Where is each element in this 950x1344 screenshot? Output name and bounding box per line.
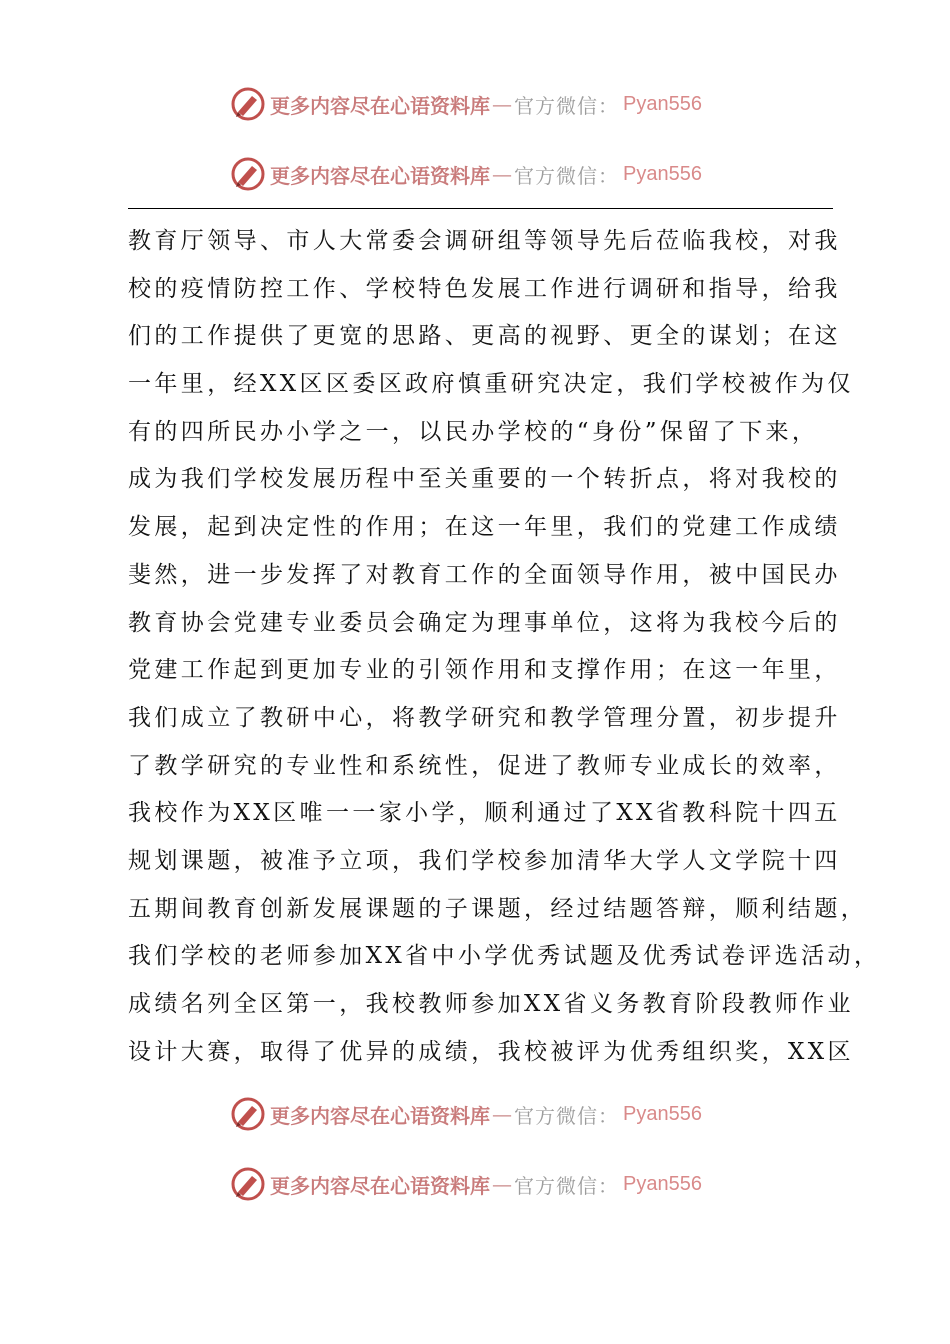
watermark-separator: —: [492, 1172, 512, 1196]
watermark-official-label: 官方微信：: [514, 163, 619, 188]
watermark-official-label: 官方微信：: [514, 1173, 619, 1198]
watermark-wechat-id: Pyan556: [623, 1172, 702, 1195]
pen-logo-icon: [230, 156, 266, 192]
text-line: 一年里，经XX区区委区政府慎重研究决定，我们学校被作为仅: [128, 371, 854, 398]
watermark-banner-top-1: [230, 84, 702, 124]
watermark-wechat-id: Pyan556: [623, 1102, 702, 1125]
text-line: 规划课题，被准予立项，我们学校参加清华大学人文学院十四: [128, 847, 841, 874]
text-line: 我校作为XX区唯一一家小学，顺利通过了XX省教科院十四五: [128, 800, 841, 827]
watermark-brand: 更多内容尽在心语资料库: [270, 163, 490, 188]
header-rule: [128, 208, 833, 209]
text-line: 党建工作起到更加专业的引领作用和支撑作用；在这一年里，: [128, 657, 841, 684]
pen-logo-icon: [230, 86, 266, 122]
text-line: 教育厅领导、市人大常委会调研组等领导先后莅临我校，对我: [128, 228, 841, 254]
text-line: 们的工作提供了更宽的思路、更高的视野、更全的谋划；在这: [128, 323, 841, 350]
pen-logo-icon: [230, 1096, 266, 1132]
text-line: 五期间教育创新发展课题的子课题，经过结题答辩，顺利结题，: [128, 895, 868, 922]
watermark-brand: 更多内容尽在心语资料库: [270, 1103, 490, 1128]
text-line: 了教学研究的专业性和系统性，促进了教师专业成长的效率，: [128, 752, 841, 779]
watermark-banner-bottom-1: [230, 1094, 702, 1134]
text-line: 校的疫情防控工作、学校特色发展工作进行调研和指导，给我: [128, 275, 841, 302]
watermark-separator: —: [492, 162, 512, 186]
watermark-banner-top-2: [230, 154, 702, 194]
pen-logo-icon: [230, 1166, 266, 1202]
watermark-wechat-id: Pyan556: [623, 162, 702, 185]
watermark-official-label: 官方微信：: [514, 1103, 619, 1128]
text-line: 有的四所民办小学之一，以民办学校的“身份”保留了下来，: [128, 418, 819, 445]
watermark-brand: 更多内容尽在心语资料库: [270, 93, 490, 118]
watermark-official-label: 官方微信：: [514, 93, 619, 118]
text-line: 发展，起到决定性的作用；在这一年里，我们的党建工作成绩: [128, 514, 841, 541]
watermark-separator: —: [492, 1102, 512, 1126]
text-line: 斐然，进一步发挥了对教育工作的全面领导作用，被中国民办: [128, 561, 841, 588]
watermark-separator: —: [492, 92, 512, 116]
text-line: 我们学校的老师参加XX省中小学优秀试题及优秀试卷评选活动，: [128, 943, 881, 970]
watermark-banner-bottom-2: [230, 1164, 702, 1204]
watermark-wechat-id: Pyan556: [623, 92, 702, 115]
watermark-brand: 更多内容尽在心语资料库: [270, 1173, 490, 1198]
text-line: 成为我们学校发展历程中至关重要的一个转折点，将对我校的: [128, 466, 841, 493]
text-line: 设计大赛，取得了优异的成绩，我校被评为优秀组织奖，XX区: [128, 1038, 854, 1065]
text-line: 教育协会党建专业委员会确定为理事单位，这将为我校今后的: [128, 609, 841, 636]
text-line: 成绩名列全区第一，我校教师参加XX省义务教育阶段教师作业: [128, 991, 854, 1017]
text-line: 我们成立了教研中心，将教学研究和教学管理分置，初步提升: [128, 704, 841, 731]
body-paragraph: [128, 218, 881, 1076]
